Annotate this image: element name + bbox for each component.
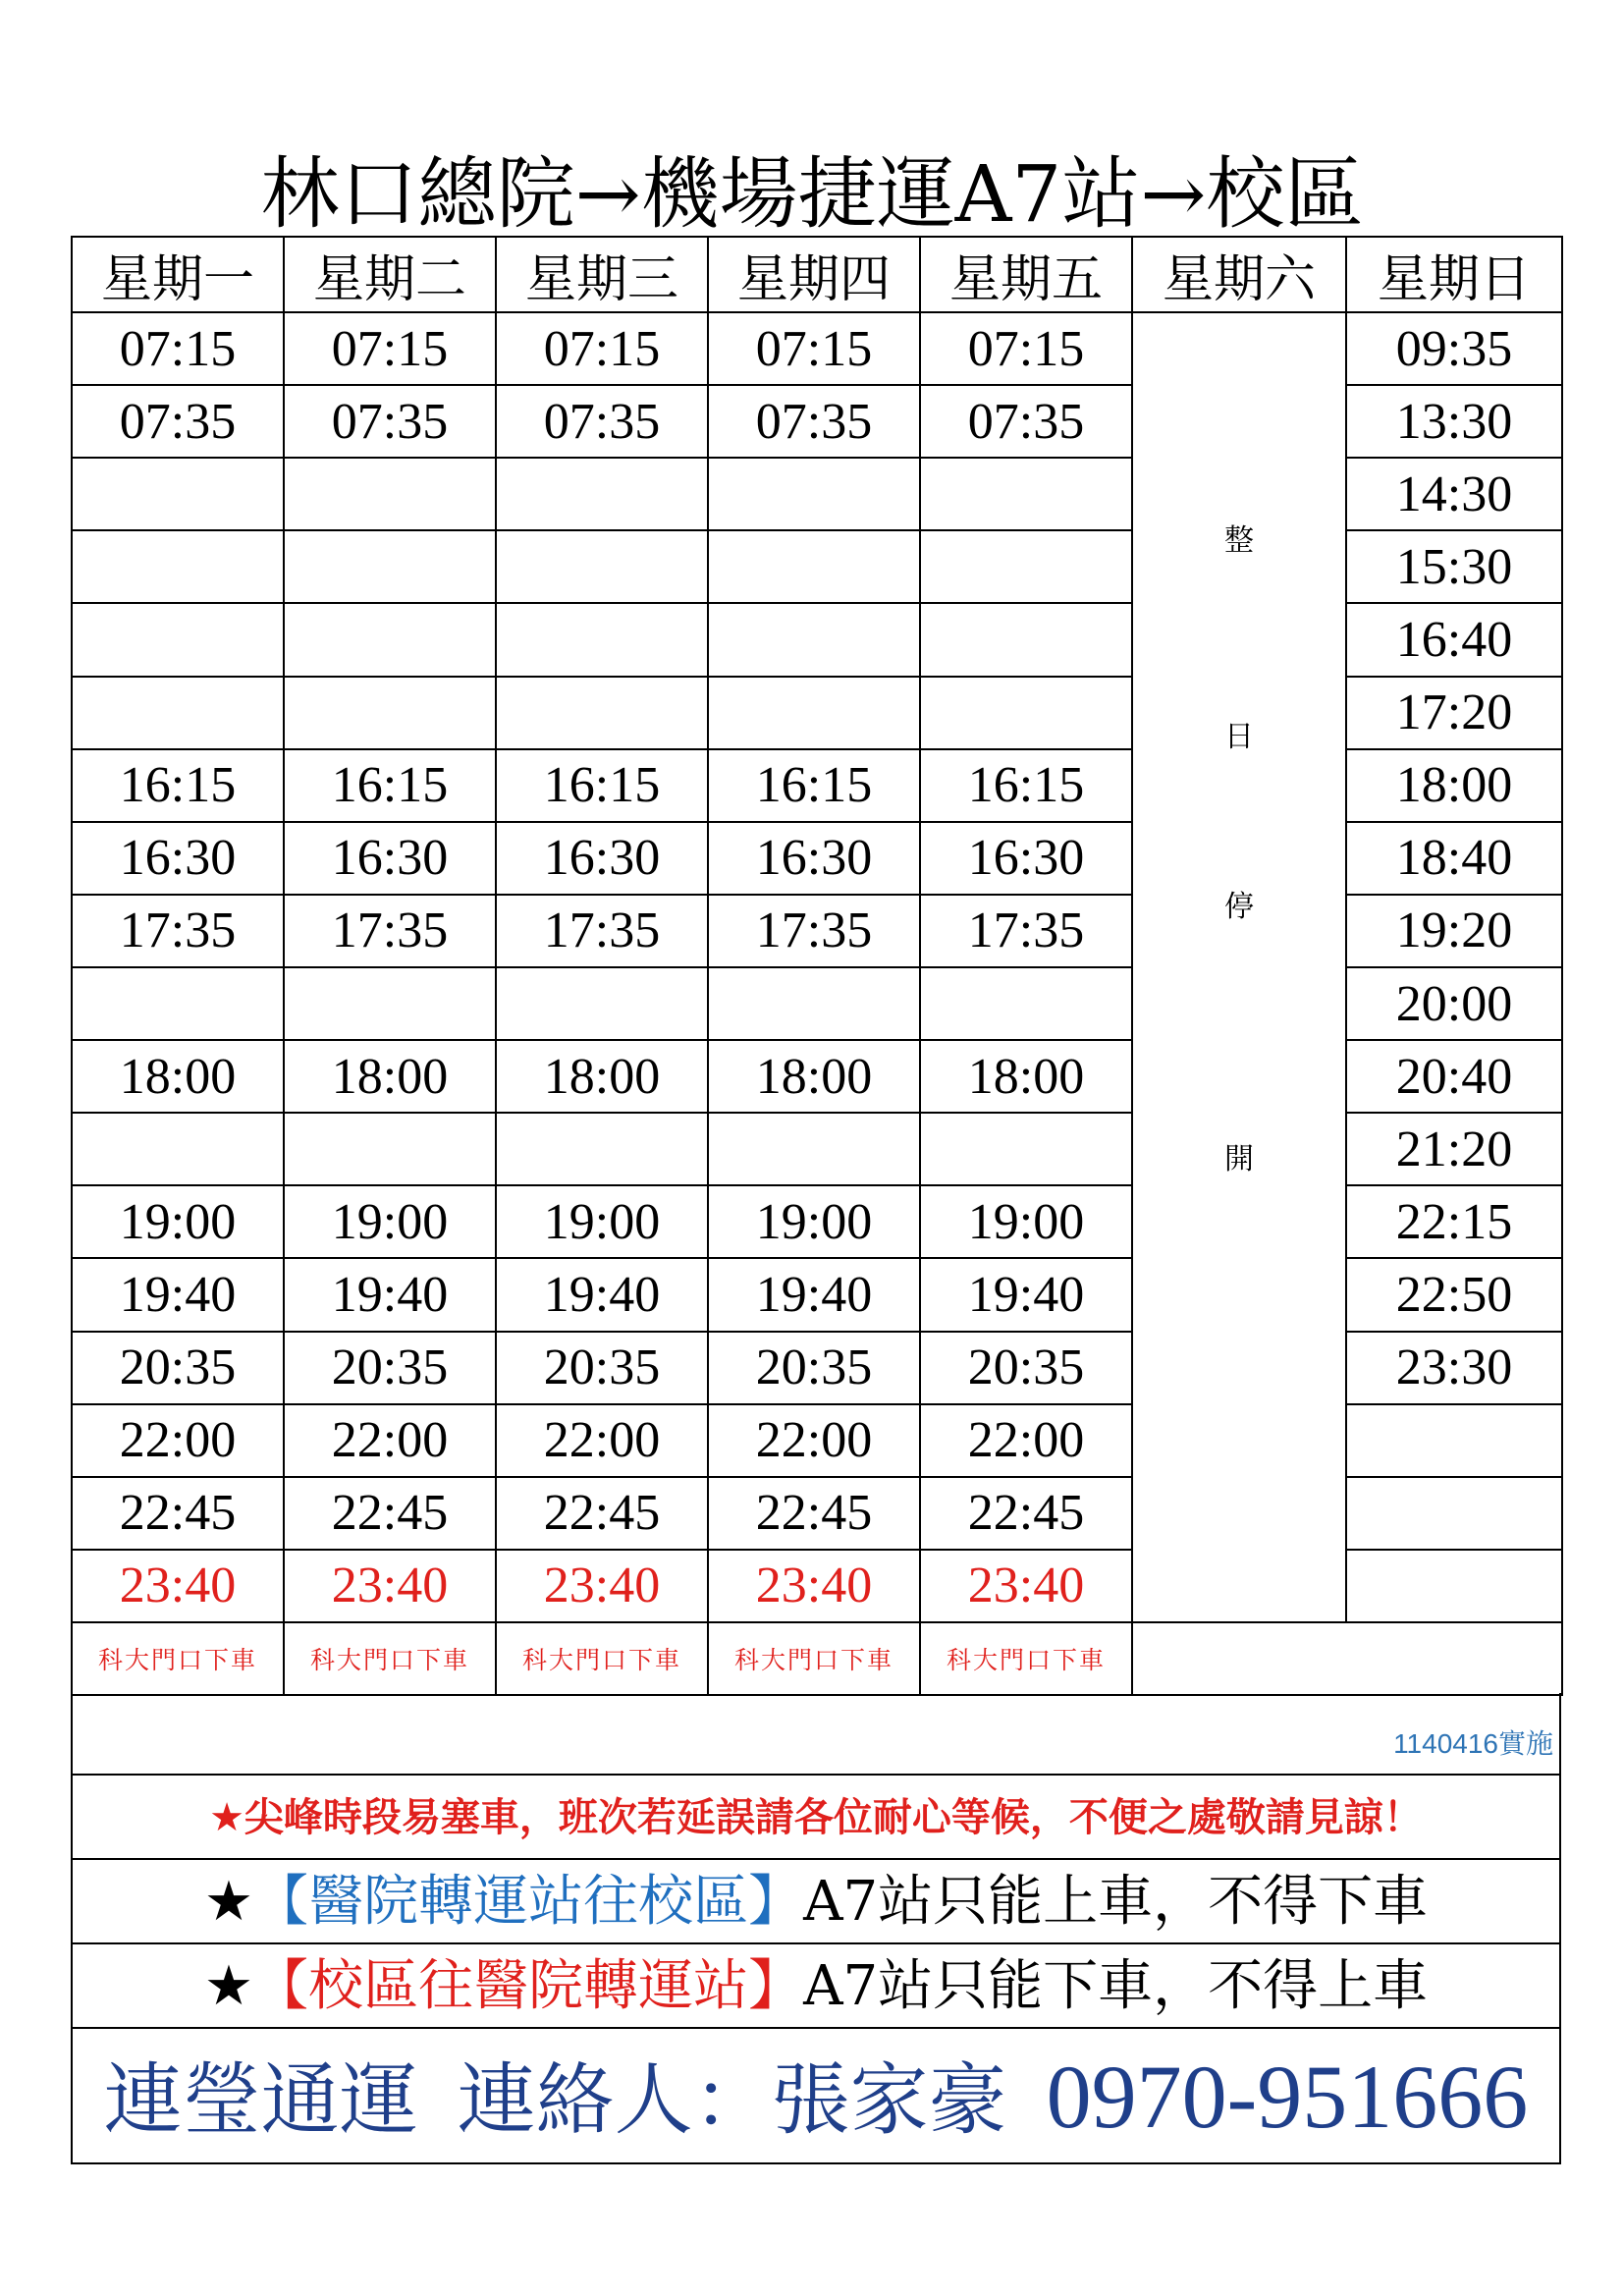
day-header: 星期一	[72, 237, 284, 312]
star-icon: ★	[203, 1954, 254, 2018]
rule-tag: 【校區往醫院轉運站】	[253, 1954, 804, 2018]
sunday-time: 15:30	[1346, 530, 1562, 603]
departure-time	[72, 603, 284, 676]
rule-text: A7站只能上車，不得下車	[803, 1870, 1429, 1934]
departure-time: 16:30	[920, 822, 1132, 895]
sunday-time	[1346, 1404, 1562, 1477]
departure-time: 07:35	[920, 385, 1132, 458]
departure-time	[72, 967, 284, 1040]
sunday-time: 22:50	[1346, 1258, 1562, 1331]
departure-time: 22:45	[708, 1477, 920, 1550]
contact-line	[73, 2029, 1559, 2168]
departure-time	[920, 458, 1132, 530]
departure-time	[496, 1113, 708, 1185]
departure-time: 22:45	[72, 1477, 284, 1550]
contact-box	[71, 2029, 1561, 2164]
departure-time: 22:00	[920, 1404, 1132, 1477]
departure-time: 19:40	[496, 1258, 708, 1331]
sunday-time: 14:30	[1346, 458, 1562, 530]
sunday-time: 23:30	[1346, 1332, 1562, 1404]
rule-box-to-campus	[71, 1860, 1561, 1944]
departure-time	[920, 677, 1132, 749]
departure-time: 07:35	[708, 385, 920, 458]
effective-date: 1140416實施	[1393, 1728, 1553, 1759]
sunday-time: 16:40	[1346, 603, 1562, 676]
rule-to-campus	[73, 1860, 1559, 1944]
alight-row	[72, 1622, 1562, 1695]
departure-time: 20:35	[284, 1332, 496, 1404]
departure-time	[920, 1113, 1132, 1185]
rule-text: A7站只能下車，不得上車	[803, 1954, 1429, 2018]
alight-note: 科大門口下車	[708, 1622, 920, 1695]
departure-time	[284, 530, 496, 603]
departure-time: 16:30	[708, 822, 920, 895]
departure-time: 07:35	[284, 385, 496, 458]
sunday-time: 18:40	[1346, 822, 1562, 895]
departure-time: 20:35	[708, 1332, 920, 1404]
departure-time: 23:40	[496, 1550, 708, 1622]
rule-tag: 【醫院轉運站往校區】	[253, 1870, 804, 1934]
departure-time	[72, 530, 284, 603]
departure-time: 19:00	[708, 1185, 920, 1258]
departure-time	[708, 530, 920, 603]
departure-time	[708, 677, 920, 749]
departure-time: 07:35	[496, 385, 708, 458]
departure-time: 18:00	[284, 1040, 496, 1113]
delay-warning: ★尖峰時段易塞車，班次若延誤請各位耐心等候，不便之處敬請見諒！	[209, 1795, 1423, 1840]
departure-time: 19:00	[920, 1185, 1132, 1258]
departure-time: 22:00	[284, 1404, 496, 1477]
departure-time	[284, 967, 496, 1040]
departure-time	[496, 530, 708, 603]
star-icon: ★	[203, 1870, 254, 1934]
warning-box	[71, 1776, 1561, 1860]
departure-time: 16:30	[496, 822, 708, 895]
departure-time: 22:00	[72, 1404, 284, 1477]
departure-time	[496, 677, 708, 749]
saturday-suspended	[1132, 312, 1346, 1622]
departure-time	[708, 967, 920, 1040]
departure-time: 22:45	[496, 1477, 708, 1550]
departure-time	[72, 458, 284, 530]
departure-time: 19:00	[72, 1185, 284, 1258]
departure-time: 23:40	[708, 1550, 920, 1622]
departure-time: 22:00	[496, 1404, 708, 1477]
sunday-time	[1346, 1477, 1562, 1550]
departure-time: 23:40	[284, 1550, 496, 1622]
page-title: 林口總院→機場捷運A7站→校區	[260, 148, 1364, 240]
departure-time: 07:35	[72, 385, 284, 458]
departure-time	[72, 1113, 284, 1185]
departure-time: 16:30	[72, 822, 284, 895]
departure-time: 17:35	[708, 895, 920, 967]
day-header: 星期四	[708, 237, 920, 312]
departure-time: 19:00	[284, 1185, 496, 1258]
saturday-note-char: 開	[1224, 1142, 1254, 1177]
alight-note: 科大門口下車	[920, 1622, 1132, 1695]
departure-time: 07:15	[72, 312, 284, 385]
departure-time: 19:40	[72, 1258, 284, 1331]
departure-time: 07:15	[496, 312, 708, 385]
sunday-time: 20:40	[1346, 1040, 1562, 1113]
saturday-note-char: 整	[1224, 523, 1254, 559]
departure-time: 18:00	[708, 1040, 920, 1113]
rule-box-to-hospital	[71, 1944, 1561, 2029]
departure-time: 17:35	[496, 895, 708, 967]
day-header: 星期六	[1132, 237, 1346, 312]
departure-time: 20:35	[72, 1332, 284, 1404]
sunday-time: 21:20	[1346, 1113, 1562, 1185]
departure-time: 22:00	[708, 1404, 920, 1477]
departure-time: 07:15	[920, 312, 1132, 385]
schedule-table	[71, 236, 1563, 1696]
departure-time	[496, 458, 708, 530]
effective-date-box	[71, 1693, 1561, 1776]
saturday-note-char: 停	[1224, 890, 1254, 925]
departure-time: 19:00	[496, 1185, 708, 1258]
departure-time: 22:45	[284, 1477, 496, 1550]
departure-time: 23:40	[72, 1550, 284, 1622]
saturday-note-char: 日	[1224, 720, 1254, 755]
departure-time: 16:15	[920, 749, 1132, 822]
departure-time	[72, 677, 284, 749]
departure-time	[496, 967, 708, 1040]
departure-time: 19:40	[708, 1258, 920, 1331]
departure-time	[920, 603, 1132, 676]
day-header: 星期五	[920, 237, 1132, 312]
day-header: 星期三	[496, 237, 708, 312]
departure-time: 20:35	[496, 1332, 708, 1404]
alight-empty	[1132, 1622, 1562, 1695]
departure-time	[920, 967, 1132, 1040]
departure-time	[708, 603, 920, 676]
departure-time: 17:35	[72, 895, 284, 967]
departure-time	[920, 530, 1132, 603]
departure-time	[284, 677, 496, 749]
alight-note: 科大門口下車	[72, 1622, 284, 1695]
day-header: 星期二	[284, 237, 496, 312]
sunday-time: 22:15	[1346, 1185, 1562, 1258]
departure-time: 16:30	[284, 822, 496, 895]
departure-time: 16:15	[72, 749, 284, 822]
contact-phone: 0970-951666	[1046, 2047, 1529, 2147]
departure-time: 16:15	[496, 749, 708, 822]
company-name: 連瑩通運	[103, 2054, 418, 2146]
departure-time: 23:40	[920, 1550, 1132, 1622]
departure-time: 18:00	[496, 1040, 708, 1113]
departure-time	[284, 458, 496, 530]
departure-time	[496, 603, 708, 676]
departure-time	[284, 603, 496, 676]
departure-time: 07:15	[284, 312, 496, 385]
departure-time: 22:45	[920, 1477, 1132, 1550]
day-header: 星期日	[1346, 237, 1562, 312]
departure-time	[284, 1113, 496, 1185]
day-header-row	[72, 237, 1562, 312]
contact-person: 連絡人：張家豪	[457, 2054, 1007, 2146]
time-row	[72, 312, 1562, 385]
departure-time: 20:35	[920, 1332, 1132, 1404]
sunday-time: 18:00	[1346, 749, 1562, 822]
departure-time: 07:15	[708, 312, 920, 385]
departure-time	[708, 1113, 920, 1185]
departure-time: 17:35	[284, 895, 496, 967]
sunday-time: 13:30	[1346, 385, 1562, 458]
rule-to-hospital	[73, 1944, 1559, 2029]
sunday-time: 17:20	[1346, 677, 1562, 749]
alight-note: 科大門口下車	[496, 1622, 708, 1695]
departure-time: 19:40	[284, 1258, 496, 1331]
departure-time: 18:00	[920, 1040, 1132, 1113]
departure-time: 16:15	[284, 749, 496, 822]
sunday-time: 20:00	[1346, 967, 1562, 1040]
sunday-time: 19:20	[1346, 895, 1562, 967]
departure-time: 19:40	[920, 1258, 1132, 1331]
alight-note: 科大門口下車	[284, 1622, 496, 1695]
sunday-time	[1346, 1550, 1562, 1622]
departure-time: 16:15	[708, 749, 920, 822]
sunday-time: 09:35	[1346, 312, 1562, 385]
departure-time: 18:00	[72, 1040, 284, 1113]
departure-time: 17:35	[920, 895, 1132, 967]
departure-time	[708, 458, 920, 530]
